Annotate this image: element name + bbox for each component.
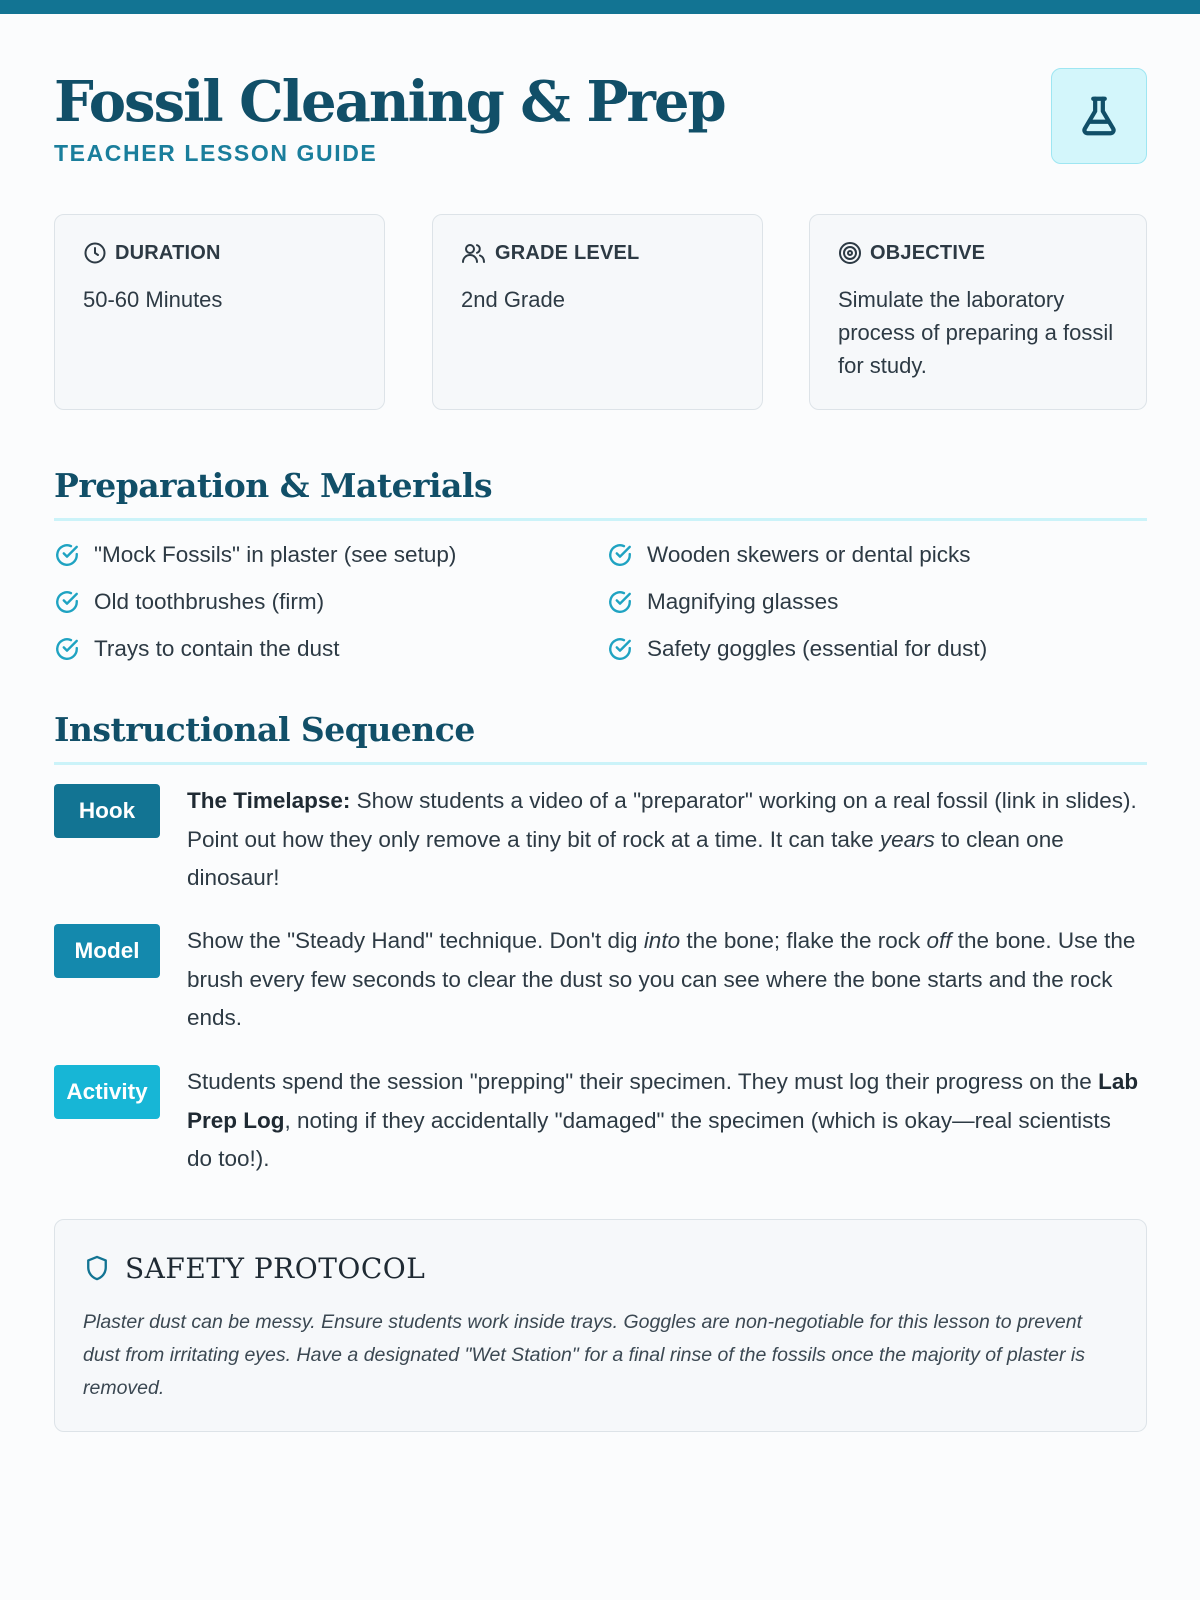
step-text-part: to clean one dinosaur! xyxy=(187,826,1064,890)
flask-icon xyxy=(1076,91,1122,141)
step-text-part: Show the "Steady Hand" technique. Don't dig xyxy=(187,928,644,953)
sequence-section-title: Instructional Sequence xyxy=(54,710,1147,765)
list-item xyxy=(54,542,456,568)
logo-badge xyxy=(1051,68,1147,164)
step-badge-model: Model xyxy=(54,924,160,978)
step-emphasis: years xyxy=(879,826,935,852)
material-label: Old toothbrushes (firm) xyxy=(94,589,325,614)
safety-text: Plaster dust can be messy. Ensure students work inside trays. Goggles are non-negotiable for this lesson to prevent dust from irritating eyes. Have a designated "Wet Station" for a final rinse of the fossils once the majority of plaster is removed. xyxy=(83,1311,1085,1399)
card-label: DURATION xyxy=(115,241,221,264)
list-item xyxy=(607,589,838,615)
card-value: Simulate the laboratory process of preparing a fossil for study. xyxy=(838,287,1114,378)
safety-protocol-box xyxy=(54,1219,1147,1432)
step-text-part: the bone; flake the rock xyxy=(680,928,927,953)
step-text-part: Show students a video of a "preparator" working on a real fossil (link in slides). Point out how they only remove a tiny bit of rock at a time. It can take xyxy=(187,788,1137,852)
page-subtitle: TEACHER LESSON GUIDE xyxy=(54,140,378,166)
material-label: Magnifying glasses xyxy=(647,589,839,614)
list-item xyxy=(54,636,340,662)
materials-section-title: Preparation & Materials xyxy=(54,466,1147,521)
list-item xyxy=(54,589,324,615)
material-label: Safety goggles (essential for dust) xyxy=(647,636,988,661)
list-item xyxy=(607,636,987,662)
card-label: OBJECTIVE xyxy=(870,241,986,264)
step-description xyxy=(187,1063,1142,1179)
check-circle-icon xyxy=(607,542,633,568)
step-badge-activity: Activity xyxy=(54,1065,160,1119)
step-lead: The Timelapse: xyxy=(187,788,351,813)
info-cards xyxy=(54,214,1147,410)
step-emphasis: into xyxy=(643,928,681,953)
step-text-part: Students spend the session "prepping" their specimen. They must log their progress on the xyxy=(187,1069,1099,1094)
list-item xyxy=(607,542,971,568)
step-description xyxy=(187,922,1142,1038)
check-circle-icon xyxy=(54,589,80,615)
shield-icon xyxy=(83,1253,111,1283)
card-value: 2nd Grade xyxy=(461,287,565,312)
header xyxy=(54,64,1147,184)
check-circle-icon xyxy=(54,636,80,662)
step-description xyxy=(187,782,1142,898)
material-label: Wooden skewers or dental picks xyxy=(647,542,971,567)
step-text-part: the bone. Use the brush every few seconds to clear the dust so you can see where the bone starts and the rock ends. xyxy=(187,928,1136,1030)
objective-card xyxy=(809,214,1147,410)
card-value: 50-60 Minutes xyxy=(83,287,223,312)
check-circle-icon xyxy=(607,636,633,662)
target-icon xyxy=(838,241,862,265)
step-emphasis: off xyxy=(926,928,952,953)
users-icon xyxy=(461,241,487,265)
check-circle-icon xyxy=(607,589,633,615)
material-label: "Mock Fossils" in plaster (see setup) xyxy=(94,542,457,567)
step-badge-hook: Hook xyxy=(54,784,160,838)
step-strong: Lab Prep Log xyxy=(187,1069,1139,1133)
material-label: Trays to contain the dust xyxy=(94,636,340,661)
step-text-part: , noting if they accidentally "damaged" the specimen (which is okay—real scientists do too!). xyxy=(187,1107,1111,1171)
grade-level-card xyxy=(432,214,763,410)
page-title: Fossil Cleaning & Prep xyxy=(54,69,725,135)
clock-icon xyxy=(83,241,107,265)
top-accent-bar xyxy=(0,0,1200,14)
safety-title: SAFETY PROTOCOL xyxy=(125,1251,426,1285)
card-label: GRADE LEVEL xyxy=(495,241,640,264)
duration-card xyxy=(54,214,385,410)
check-circle-icon xyxy=(54,542,80,568)
